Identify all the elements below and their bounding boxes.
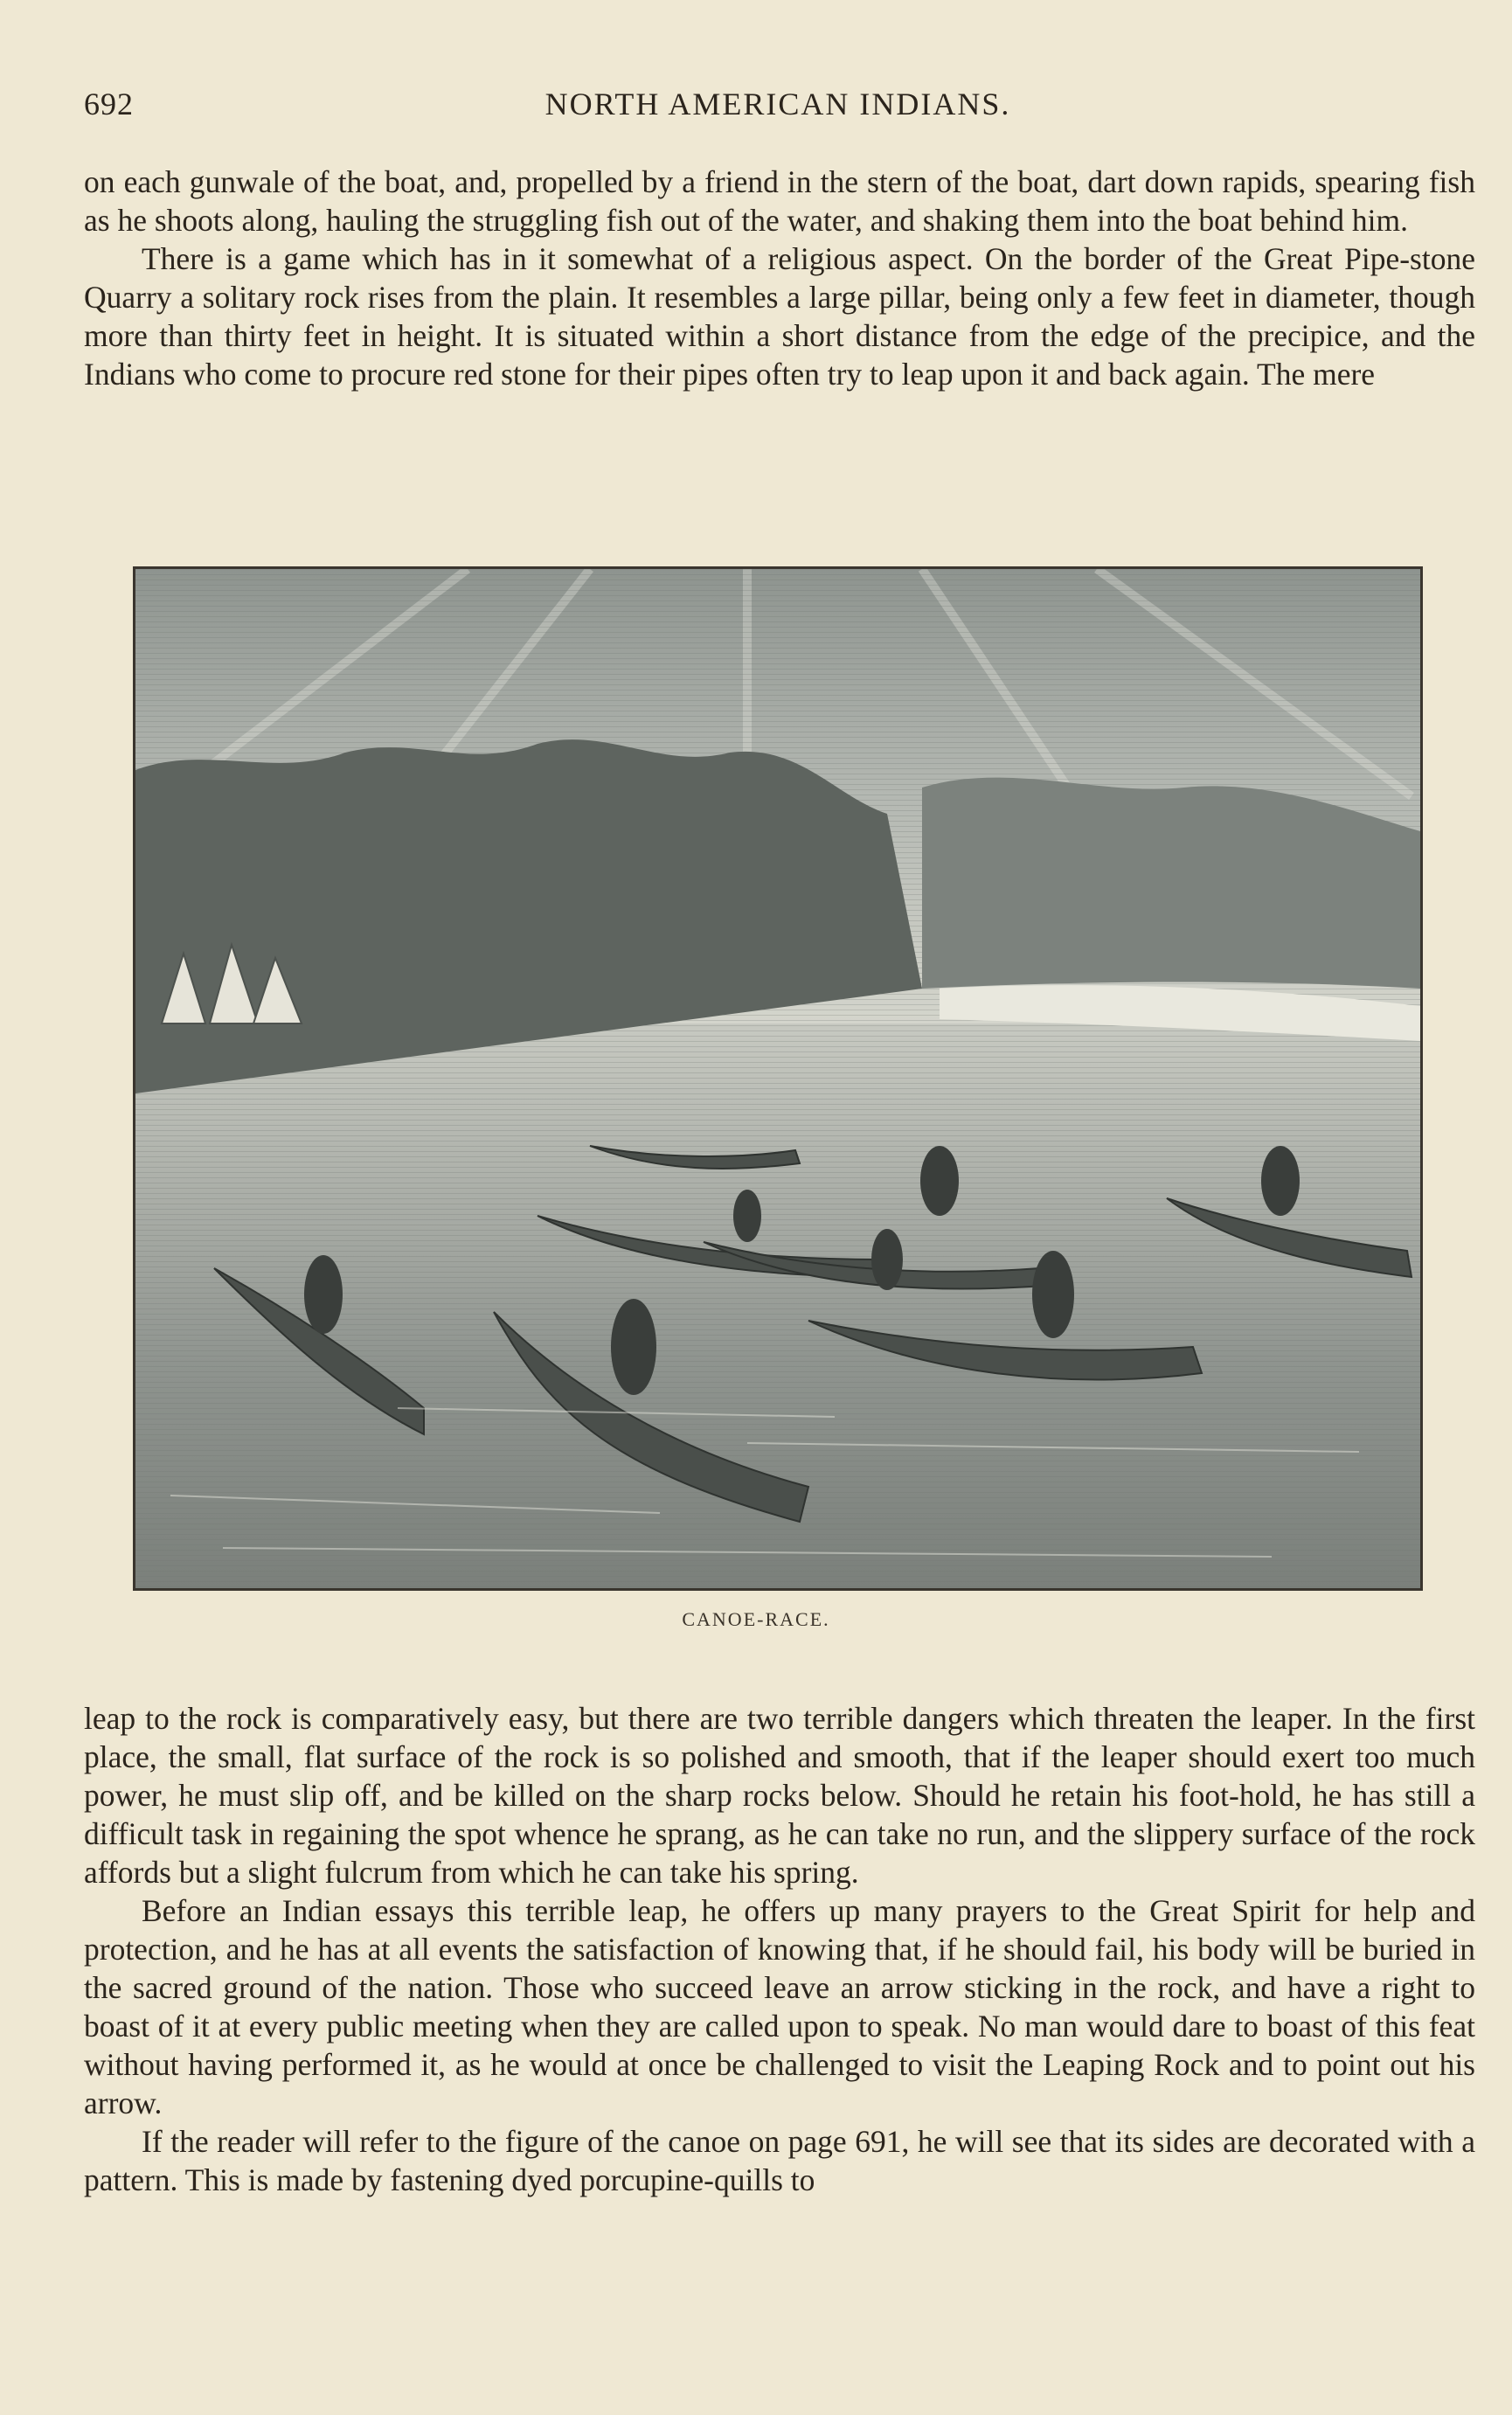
engraving-texture [135, 569, 1420, 1588]
paragraph: Before an Indian essays this terrible leap, he offers up many prayers to the Great Spirit for help and protection, and he has at all events the satisfaction of knowing that, if he should fail, his body will be buried in the sacred ground of the nation. Those who succeed leave an arrow sticking in the rock, and have a right to boast of it at every public meeting when they are called upon to speak. No man would dare to boast of this feat without having performed it, as he would at once be challenged to visit the Leaping Rock and to point out his arrow. [84, 1893, 1475, 2120]
page-header [84, 86, 1472, 129]
paragraph: on each gunwale of the boat, and, propelled by a friend in the stern of the boat, dart down rapids, spearing fish as he shoots along, hauling the struggling fish out of the water, and shaking them into the boat behind him. [84, 164, 1475, 238]
running-title: NORTH AMERICAN INDIANS. [544, 87, 1011, 121]
top-text-block [84, 163, 1475, 393]
canoe-race-illustration [133, 566, 1423, 1591]
paragraph: leap to the rock is comparatively easy, but there are two terrible dangers which threaten the leaper. In the first place, the small, flat surface of the rock is so polished and smooth, that if the leaper should exert too much power, he must slip off, and be killed on the sharp rocks below. Should he retain his foot-hold, he has still a difficult task in regaining the spot whence he sprang, as he can take no run, and the slippery surface of the rock affords but a slight fulcrum from which he can take his spring. [84, 1701, 1475, 1890]
figure-caption: CANOE-RACE. [682, 1608, 830, 1630]
bottom-text-block [84, 1699, 1475, 2199]
page-number: 692 [84, 87, 134, 121]
engraving-canoe-race [135, 569, 1420, 1588]
paragraph: If the reader will refer to the figure of the canoe on page 691, he will see that its sides are decorated with a pattern. This is made by fastening dyed porcupine-quills to [84, 2124, 1475, 2197]
far-hills [922, 778, 1420, 989]
paragraph: There is a game which has in it somewhat of a religious aspect. On the border of the Great Pipe-stone Quarry a solitary rock rises from the plain. It resembles a large pillar, being only a few feet in diameter, though more than thirty feet in height. It is situated within a short distance from the edge of the precipice, and the Indians who come to procure red stone for their pipes often try to leap upon it and back again. The mere [84, 241, 1475, 392]
